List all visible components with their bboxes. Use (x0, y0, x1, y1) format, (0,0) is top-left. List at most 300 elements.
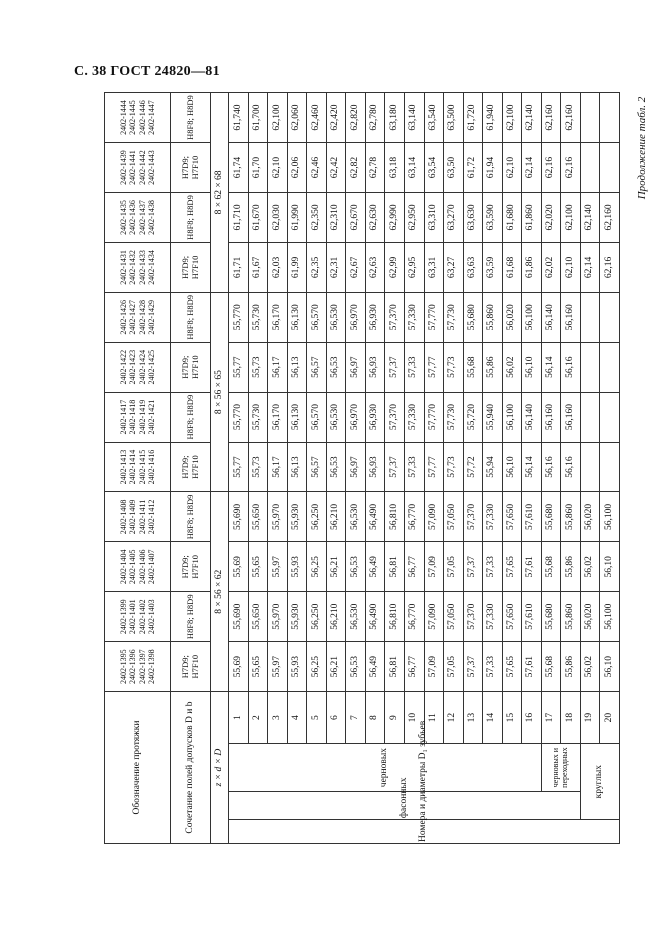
tooth-diameter: 56,530 (346, 492, 366, 542)
fit-combination: H8F8; H8D9 (171, 292, 211, 342)
tooth-diameter: 56,140 (522, 392, 542, 442)
tooth-diameter: 57,610 (522, 492, 542, 542)
tooth-diameter: 57,61 (522, 642, 542, 692)
size-group: 8 × 62 × 68 (211, 93, 229, 293)
tooth-diameter: 56,14 (541, 342, 561, 392)
tooth-diameter: 57,33 (405, 342, 425, 392)
tooth-diameter: 62,99 (385, 242, 405, 292)
broach-codes: 2402-1426 2402-1427 2402-1428 2402-1429 (105, 292, 171, 342)
tooth-diameter: 56,21 (326, 542, 346, 592)
section-kruglykh: круглых (580, 744, 619, 820)
table-row (229, 93, 249, 844)
tooth-number: 5 (307, 692, 327, 744)
broach-codes: 2402-1444 2402-1445 2402-1446 2402-1447 (105, 93, 171, 143)
tooth-diameter: 57,77 (424, 342, 444, 392)
codes-row (105, 93, 171, 844)
tooth-diameter: 57,77 (424, 442, 444, 492)
tooth-diameter: 57,610 (522, 592, 542, 642)
tooth-diameter: 56,81 (385, 542, 405, 592)
tooth-diameter (600, 442, 620, 492)
table-row (248, 93, 268, 844)
tooth-diameter: 56,490 (365, 492, 385, 542)
tooth-diameter (580, 392, 600, 442)
tooth-diameter: 61,74 (229, 143, 249, 193)
tooth-diameter: 55,97 (268, 542, 288, 592)
tooth-diameter: 55,68 (541, 542, 561, 592)
table-row (346, 93, 366, 844)
tooth-number: 16 (522, 692, 542, 744)
tooth-diameter: 56,530 (326, 392, 346, 442)
tooth-diameter: 63,140 (405, 93, 425, 143)
tooth-diameter: 62,630 (365, 193, 385, 243)
fit-combination: H7D9; H7F10 (171, 143, 211, 193)
tooth-diameter: 56,170 (268, 392, 288, 442)
tooth-diameter: 56,16 (541, 442, 561, 492)
tooth-diameter: 55,86 (561, 542, 581, 592)
broach-codes: 2402-1413 2402-1414 2402-1415 2402-1416 (105, 442, 171, 492)
size-group: 8 × 56 × 62 (211, 492, 229, 692)
tooth-diameter (600, 342, 620, 392)
tooth-diameter: 55,930 (287, 592, 307, 642)
table-row (522, 93, 542, 844)
tooth-diameter: 62,100 (561, 193, 581, 243)
tooth-number: 15 (502, 692, 522, 744)
tooth-diameter: 63,590 (483, 193, 503, 243)
tooth-diameter: 55,970 (268, 492, 288, 542)
broach-codes: 2402-1431 2402-1432 2402-1433 2402-1434 (105, 242, 171, 292)
tooth-diameter: 56,53 (326, 442, 346, 492)
tooth-diameter: 62,35 (307, 242, 327, 292)
table-row (365, 93, 385, 844)
tooth-diameter: 62,780 (365, 93, 385, 143)
tooth-diameter: 57,05 (444, 642, 464, 692)
table-row (600, 93, 620, 844)
tooth-diameter: 56,53 (346, 542, 366, 592)
tooth-diameter (600, 292, 620, 342)
tooth-diameter (580, 143, 600, 193)
tooth-number: 4 (287, 692, 307, 744)
table-row (463, 93, 483, 844)
fit-combination: H8F8; H8D9 (171, 492, 211, 542)
tooth-diameter: 56,100 (522, 292, 542, 342)
tooth-diameter: 57,37 (463, 642, 483, 692)
tooth-diameter: 55,690 (229, 492, 249, 542)
tooth-diameter: 62,63 (365, 242, 385, 292)
tooth-diameter: 56,130 (287, 292, 307, 342)
tooth-diameter: 56,160 (561, 292, 581, 342)
tooth-diameter: 56,25 (307, 642, 327, 692)
tooth-diameter: 62,46 (307, 143, 327, 193)
tooth-diameter: 56,100 (502, 392, 522, 442)
tooth-diameter: 55,720 (463, 392, 483, 442)
tooth-diameter: 56,53 (326, 342, 346, 392)
tooth-diameter: 55,860 (483, 292, 503, 342)
tooth-diameter: 62,78 (365, 143, 385, 193)
tooth-number: 10 (405, 692, 425, 744)
tooth-diameter: 57,33 (483, 542, 503, 592)
tooth-diameter: 55,650 (248, 592, 268, 642)
tooth-diameter: 56,170 (268, 292, 288, 342)
tooth-diameter: 55,770 (229, 292, 249, 342)
tooth-diameter: 57,65 (502, 642, 522, 692)
tooth-diameter: 62,460 (307, 93, 327, 143)
broach-codes: 2402-1404 2402-1405 2402-1406 2402-1407 (105, 542, 171, 592)
tooth-diameter: 56,93 (365, 442, 385, 492)
tooth-diameter: 57,370 (385, 292, 405, 342)
tooth-diameter: 55,65 (248, 642, 268, 692)
tooth-diameter: 55,690 (229, 592, 249, 642)
tooth-diameter: 61,740 (229, 93, 249, 143)
tooth-diameter: 56,930 (365, 392, 385, 442)
table-row (502, 93, 522, 844)
fit-combination: H8F8; H8D9 (171, 93, 211, 143)
tooth-diameter: 62,06 (287, 143, 307, 193)
tooth-diameter: 61,720 (463, 93, 483, 143)
tooth-diameter: 57,37 (385, 442, 405, 492)
tooth-diameter: 57,090 (424, 592, 444, 642)
tooth-diameter: 62,670 (346, 193, 366, 243)
tooth-diameter: 55,730 (248, 392, 268, 442)
tooth-diameter: 56,10 (522, 342, 542, 392)
tooth-diameter: 56,57 (307, 342, 327, 392)
rotated-table (104, 92, 620, 844)
tooth-diameter: 57,770 (424, 392, 444, 442)
tooth-diameter: 55,770 (229, 392, 249, 442)
tooth-diameter: 56,10 (502, 442, 522, 492)
table-row (287, 93, 307, 844)
zdb-label: z × d × D (211, 692, 229, 844)
table-row (580, 93, 600, 844)
tooth-diameter: 55,930 (287, 492, 307, 542)
tooth-diameter: 57,050 (444, 592, 464, 642)
tooth-diameter: 56,140 (541, 292, 561, 342)
tooth-diameter: 63,14 (405, 143, 425, 193)
table-continuation-label: Продолжение табл. 2 (636, 96, 648, 200)
table-row (483, 93, 503, 844)
tooth-diameter: 62,10 (561, 242, 581, 292)
tooth-diameter (580, 93, 600, 143)
tooth-diameter: 56,13 (287, 442, 307, 492)
tooth-diameter: 56,77 (405, 642, 425, 692)
tooth-diameter: 56,02 (502, 342, 522, 392)
tooth-diameter: 62,160 (541, 93, 561, 143)
tooth-diameter: 61,70 (248, 143, 268, 193)
side-label: Номера и диаметры D₁ зубьев (229, 820, 620, 844)
tooth-diameter: 57,65 (502, 542, 522, 592)
tooth-diameter: 63,18 (385, 143, 405, 193)
tooth-diameter: 61,99 (287, 242, 307, 292)
fit-combination: H7D9; H7F10 (171, 642, 211, 692)
tooth-diameter: 57,770 (424, 292, 444, 342)
table-row (385, 93, 405, 844)
tooth-diameter: 57,650 (502, 592, 522, 642)
tooth-diameter: 62,16 (561, 143, 581, 193)
table-row (326, 93, 346, 844)
tooth-diameter: 56,13 (287, 342, 307, 392)
tooth-diameter: 57,050 (444, 492, 464, 542)
tooth-diameter: 61,67 (248, 242, 268, 292)
fit-combination: H7D9; H7F10 (171, 442, 211, 492)
tooth-diameter: 63,50 (444, 143, 464, 193)
tooth-diameter: 56,02 (580, 542, 600, 592)
tooth-number: 3 (268, 692, 288, 744)
tooth-diameter: 57,33 (483, 642, 503, 692)
tooth-diameter: 63,180 (385, 93, 405, 143)
tooth-diameter: 57,730 (444, 292, 464, 342)
tooth-diameter: 55,97 (268, 642, 288, 692)
tooth-diameter: 56,020 (580, 592, 600, 642)
tooth-diameter: 55,680 (463, 292, 483, 342)
tooth-diameter: 55,68 (463, 342, 483, 392)
tooth-diameter (580, 442, 600, 492)
tooth-diameter: 55,86 (561, 642, 581, 692)
tooth-diameter: 56,020 (502, 292, 522, 342)
tooth-diameter: 62,95 (405, 242, 425, 292)
tooth-diameter: 57,05 (444, 542, 464, 592)
fit-combination: H8F8; H8D9 (171, 193, 211, 243)
tooth-diameter: 57,330 (483, 592, 503, 642)
tooth-diameter: 63,54 (424, 143, 444, 193)
tooth-diameter: 55,69 (229, 542, 249, 592)
tooth-diameter (600, 392, 620, 442)
tooth-diameter (580, 292, 600, 342)
tooth-diameter: 55,68 (541, 642, 561, 692)
tooth-diameter (600, 93, 620, 143)
table-row (307, 93, 327, 844)
fit-combination: H7D9; H7F10 (171, 242, 211, 292)
tooth-number: 19 (580, 692, 600, 744)
broach-diameters-table (104, 92, 620, 844)
tooth-diameter: 57,370 (463, 592, 483, 642)
tooth-diameter: 55,77 (229, 442, 249, 492)
tooth-diameter: 62,140 (522, 93, 542, 143)
tooth-diameter: 56,57 (307, 442, 327, 492)
tooth-diameter: 63,59 (483, 242, 503, 292)
tooth-diameter: 61,700 (248, 93, 268, 143)
tooth-number: 20 (600, 692, 620, 744)
tooth-diameter: 61,72 (463, 143, 483, 193)
fits-row (171, 93, 211, 844)
tooth-diameter: 56,81 (385, 642, 405, 692)
tooth-diameter: 56,16 (561, 342, 581, 392)
tooth-diameter: 57,73 (444, 442, 464, 492)
tooth-diameter: 56,250 (307, 592, 327, 642)
tooth-diameter: 62,350 (307, 193, 327, 243)
tooth-diameter: 57,73 (444, 342, 464, 392)
tooth-diameter: 56,49 (365, 542, 385, 592)
tooth-diameter: 62,420 (326, 93, 346, 143)
tooth-diameter: 62,16 (600, 242, 620, 292)
tooth-diameter: 56,77 (405, 542, 425, 592)
tooth-diameter: 55,73 (248, 342, 268, 392)
tooth-diameter: 56,020 (580, 492, 600, 542)
designation-label: Обозначение протяжки (105, 692, 171, 844)
tooth-diameter: 61,86 (522, 242, 542, 292)
tooth-diameter: 57,090 (424, 492, 444, 542)
tooth-diameter: 56,17 (268, 342, 288, 392)
tooth-diameter: 55,93 (287, 542, 307, 592)
tooth-diameter: 62,950 (405, 193, 425, 243)
tooth-number: 14 (483, 692, 503, 744)
tooth-diameter: 62,100 (502, 93, 522, 143)
tooth-diameter: 57,09 (424, 542, 444, 592)
tooth-diameter: 56,100 (600, 592, 620, 642)
table-row (268, 93, 288, 844)
tooth-diameter: 56,53 (346, 642, 366, 692)
tooth-diameter: 62,67 (346, 242, 366, 292)
tooth-diameter: 62,100 (268, 93, 288, 143)
fit-label: Сочетание полей допусков D и b (171, 692, 211, 844)
tooth-diameter: 56,97 (346, 342, 366, 392)
tooth-diameter: 57,33 (405, 442, 425, 492)
tooth-diameter: 62,82 (346, 143, 366, 193)
tooth-diameter: 56,25 (307, 542, 327, 592)
table-row (541, 93, 561, 844)
tooth-diameter: 56,130 (287, 392, 307, 442)
tooth-diameter: 61,670 (248, 193, 268, 243)
tooth-number: 1 (229, 692, 249, 744)
tooth-diameter: 56,250 (307, 492, 327, 542)
tooth-diameter: 62,16 (541, 143, 561, 193)
tooth-diameter: 56,570 (307, 292, 327, 342)
tooth-diameter: 62,03 (268, 242, 288, 292)
tooth-diameter: 57,370 (463, 492, 483, 542)
tooth-diameter: 56,970 (346, 392, 366, 442)
tooth-number: 6 (326, 692, 346, 744)
tooth-diameter: 55,69 (229, 642, 249, 692)
broach-codes: 2402-1417 2402-1418 2402-1419 2402-1421 (105, 392, 171, 442)
tooth-diameter: 62,160 (561, 93, 581, 143)
broach-codes: 2402-1439 2402-1441 2402-1442 2402-1443 (105, 143, 171, 193)
tooth-diameter: 56,490 (365, 592, 385, 642)
tooth-diameter: 62,160 (600, 193, 620, 243)
tooth-diameter: 62,030 (268, 193, 288, 243)
tooth-diameter: 55,65 (248, 542, 268, 592)
tooth-number: 12 (444, 692, 464, 744)
page-header: С. 38 ГОСТ 24820—81 (74, 64, 220, 79)
tooth-diameter (580, 342, 600, 392)
tooth-diameter: 55,970 (268, 592, 288, 642)
tooth-number: 9 (385, 692, 405, 744)
tooth-diameter: 56,530 (326, 292, 346, 342)
broach-codes: 2402-1399 2402-1401 2402-1402 2402-1403 (105, 592, 171, 642)
tooth-diameter: 57,730 (444, 392, 464, 442)
tooth-diameter: 55,650 (248, 492, 268, 542)
tooth-diameter: 56,17 (268, 442, 288, 492)
tooth-diameter: 56,930 (365, 292, 385, 342)
fit-combination: H8F8; H8D9 (171, 392, 211, 442)
fit-combination: H7D9; H7F10 (171, 542, 211, 592)
tooth-diameter: 56,93 (365, 342, 385, 392)
tooth-diameter: 56,210 (326, 592, 346, 642)
tooth-diameter: 62,02 (541, 242, 561, 292)
tooth-number: 18 (561, 692, 581, 744)
tooth-diameter: 57,330 (405, 392, 425, 442)
fit-combination: H8F8; H8D9 (171, 592, 211, 642)
tooth-diameter: 62,14 (522, 143, 542, 193)
table-row (561, 93, 581, 844)
tooth-diameter: 56,16 (561, 442, 581, 492)
table-row (444, 93, 464, 844)
tooth-diameter: 56,810 (385, 592, 405, 642)
tooth-diameter: 55,680 (541, 492, 561, 542)
tooth-diameter: 57,37 (463, 542, 483, 592)
broach-codes: 2402-1422 2402-1423 2402-1424 2402-1425 (105, 342, 171, 392)
tooth-diameter: 55,73 (248, 442, 268, 492)
tooth-number: 11 (424, 692, 444, 744)
tooth-diameter: 61,940 (483, 93, 503, 143)
tooth-diameter: 57,72 (463, 442, 483, 492)
fit-combination: H7D9; H7F10 (171, 342, 211, 392)
tooth-diameter: 56,970 (346, 292, 366, 342)
section-fasonnykh: фасонных (229, 791, 581, 819)
tooth-diameter: 57,650 (502, 492, 522, 542)
tooth-diameter: 63,540 (424, 93, 444, 143)
section-chernovykh-perekhodnykh: черновых и переходных (541, 744, 580, 792)
tooth-diameter: 56,14 (522, 442, 542, 492)
tooth-diameter: 56,770 (405, 592, 425, 642)
tooth-diameter: 56,160 (541, 392, 561, 442)
tooth-diameter: 56,160 (561, 392, 581, 442)
tooth-diameter: 56,100 (600, 492, 620, 542)
tooth-diameter: 55,860 (561, 492, 581, 542)
tooth-diameter: 63,270 (444, 193, 464, 243)
tooth-diameter: 62,020 (541, 193, 561, 243)
tooth-number: 8 (365, 692, 385, 744)
tooth-diameter: 63,63 (463, 242, 483, 292)
tooth-diameter (600, 143, 620, 193)
tooth-diameter: 55,86 (483, 342, 503, 392)
tooth-diameter: 62,14 (580, 242, 600, 292)
tooth-diameter: 61,94 (483, 143, 503, 193)
tooth-diameter: 55,860 (561, 592, 581, 642)
tooth-diameter: 57,330 (483, 492, 503, 542)
tooth-diameter: 55,730 (248, 292, 268, 342)
tooth-diameter: 62,310 (326, 193, 346, 243)
tooth-diameter: 62,140 (580, 193, 600, 243)
tooth-diameter: 56,97 (346, 442, 366, 492)
tooth-diameter: 55,680 (541, 592, 561, 642)
tooth-diameter: 56,530 (346, 592, 366, 642)
tooth-diameter: 56,10 (600, 542, 620, 592)
tooth-diameter: 56,10 (600, 642, 620, 692)
tooth-diameter: 63,500 (444, 93, 464, 143)
tooth-diameter: 62,990 (385, 193, 405, 243)
tooth-diameter: 63,31 (424, 242, 444, 292)
tooth-diameter: 62,10 (502, 143, 522, 193)
tooth-diameter: 61,710 (229, 193, 249, 243)
section-chernovykh: черновых (229, 744, 542, 792)
tooth-diameter: 56,49 (365, 642, 385, 692)
tooth-diameter: 56,810 (385, 492, 405, 542)
tooth-number: 13 (463, 692, 483, 744)
tooth-diameter: 57,330 (405, 292, 425, 342)
tooth-diameter: 63,630 (463, 193, 483, 243)
rotated-table-frame (104, 92, 620, 844)
tooth-diameter: 62,820 (346, 93, 366, 143)
tooth-diameter: 56,770 (405, 492, 425, 542)
tooth-diameter: 55,93 (287, 642, 307, 692)
tooth-diameter: 56,02 (580, 642, 600, 692)
tooth-diameter: 63,310 (424, 193, 444, 243)
tooth-diameter: 61,680 (502, 193, 522, 243)
broach-codes: 2402-1395 2402-1396 2402-1397 2402-1398 (105, 642, 171, 692)
tooth-diameter: 57,61 (522, 542, 542, 592)
tooth-diameter: 62,31 (326, 242, 346, 292)
tooth-number: 7 (346, 692, 366, 744)
tooth-number: 2 (248, 692, 268, 744)
tooth-diameter: 62,42 (326, 143, 346, 193)
